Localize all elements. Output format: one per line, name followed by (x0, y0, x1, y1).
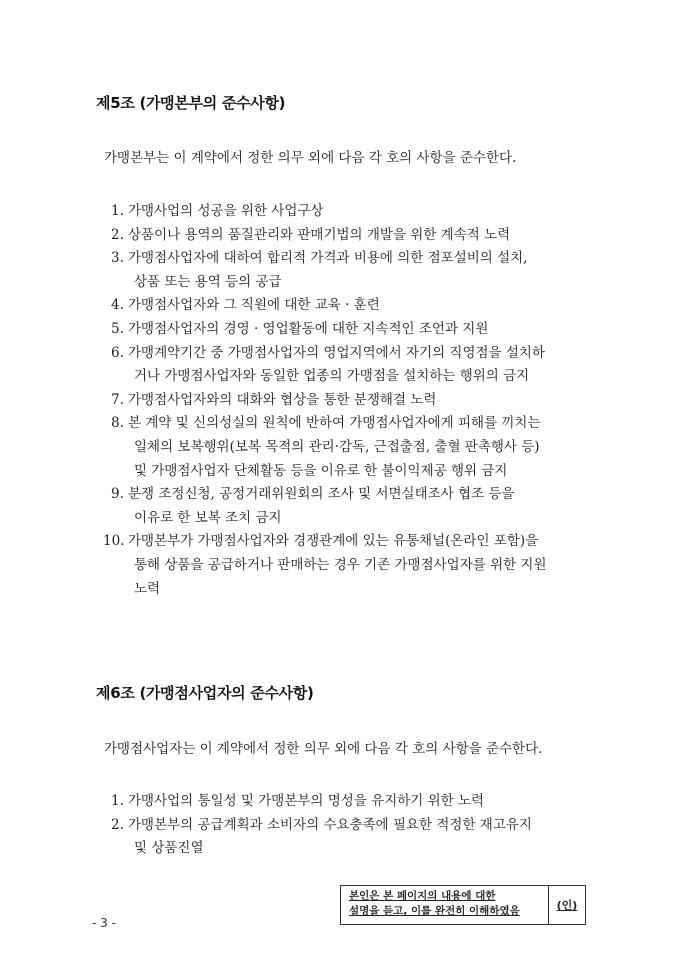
confirmation-line-2: 설명을 듣고, 이를 완전히 이해하였음 (349, 905, 520, 917)
list-item-number: 1. (111, 203, 124, 219)
list-item-text: 가맹사업의 성공을 위한 사업구상 (128, 203, 324, 219)
list-item-number: 1. (111, 793, 124, 809)
list-item-text: 가맹점사업자와 그 직원에 대한 교육 · 훈련 (128, 297, 380, 314)
list-item-text: 가맹본부가 가맹점사업자와 경쟁관계에 있는 유통채널(온라인 포함)을 (128, 533, 539, 550)
list-item-continuation: 거나 가맹점사업자와 동일한 업종의 가맹점을 설치하는 행위의 금지 (134, 368, 530, 385)
list-item-number: 5. (111, 321, 124, 337)
list-item-continuation: 일체의 보복행위(보복 목적의 관리·감독, 근접출점, 출혈 판촉행사 등) (134, 438, 540, 455)
list-item-number: 9. (111, 486, 124, 503)
list-item-text: 상품이나 용역의 품질관리와 판매기법의 개발을 위한 계속적 노력 (128, 226, 511, 243)
list-item-text: 분쟁 조정신청, 공정거래위원회의 조사 및 서면실태조사 협조 등을 (128, 486, 515, 503)
list-item-text: 가맹계약기간 중 가맹점사업자의 영업지역에서 자기의 직영점을 설치하 (128, 344, 545, 361)
list-item-number: 2. (111, 816, 124, 833)
confirmation-line-1: 본인은 본 페이지의 내용에 대한 (349, 890, 496, 902)
list-item-text: 가맹본부의 공급계획과 소비자의 수요충족에 필요한 적정한 재고유지 (128, 816, 532, 833)
list-item-continuation: 및 상품진열 (134, 840, 204, 857)
list-item-number: 4. (111, 297, 124, 314)
list-item-continuation: 및 가맹점사업자 단체활동 등을 이유로 한 불이익제공 행위 금지 (134, 462, 508, 479)
section6-intro: 가맹점사업자는 이 계약에서 정한 의무 외에 다음 각 호의 사항을 준수한다. (104, 741, 543, 757)
list-item-continuation: 노력 (134, 580, 161, 597)
list-item-text: 가맹점사업자의 경영 · 영업활동에 대한 지속적인 조언과 지원 (128, 321, 489, 337)
list-item-text: 가맹사업의 통일성 및 가맹본부의 명성을 유지하기 위한 노력 (128, 793, 485, 809)
seal-mark: (인) (556, 899, 578, 912)
page-number: - 3 - (92, 916, 116, 930)
list-item-text: 가맹점사업자에 대하여 합리적 가격과 비용에 의한 점포설비의 설치, (128, 250, 528, 267)
list-item-text: 본 계약 및 신의성실의 원칙에 반하여 가맹점사업자에게 피해를 끼치는 (128, 415, 541, 432)
confirmation-box (340, 885, 586, 925)
list-item-number: 6. (111, 344, 124, 361)
list-item-continuation: 상품 또는 용역 등의 공급 (134, 273, 282, 290)
list-item-text: 가맹점사업자와의 대화와 협상을 통한 분쟁해결 노력 (128, 391, 437, 408)
list-item-number: 7. (111, 391, 124, 408)
confirmation-text (341, 886, 549, 924)
section5-intro: 가맹본부는 이 계약에서 정한 의무 외에 다음 각 호의 사항을 준수한다. (104, 150, 517, 166)
list-item-number: 10. (103, 533, 125, 550)
section6-heading: 제6조 (가맹점사업자의 준수사항) (96, 684, 314, 702)
list-item-number: 2. (111, 226, 124, 243)
list-item-continuation: 통해 상품을 공급하거나 판매하는 경우 기존 가맹점사업자를 위한 지원 (134, 556, 547, 573)
list-item-continuation: 이유로 한 보복 조치 금지 (134, 509, 282, 526)
list-item-number: 3. (111, 250, 124, 267)
section5-heading: 제5조 (가맹본부의 준수사항) (96, 94, 286, 112)
list-item-number: 8. (111, 415, 124, 432)
